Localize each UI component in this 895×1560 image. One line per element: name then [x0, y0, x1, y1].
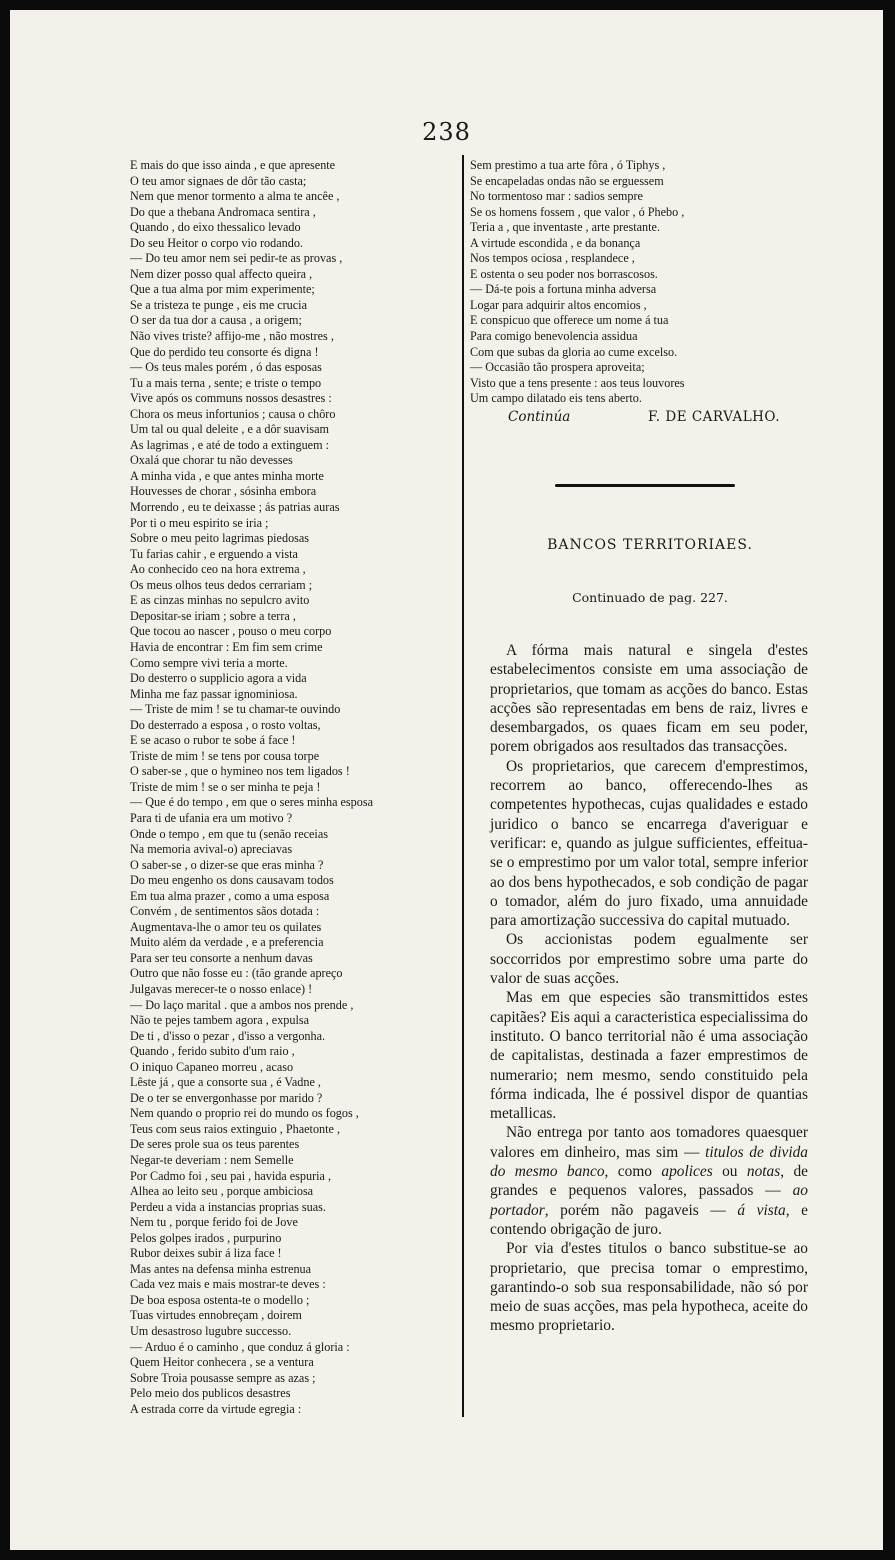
- text-run: Não entrega por tanto aos tomadores quaesquer valores em dinheiro, mas sim —: [490, 1124, 808, 1161]
- poem-line: O teu amor signaes de dôr tão casta;: [130, 173, 307, 188]
- author-name: F. DE CARVALHO.: [648, 408, 780, 425]
- poem-line: Nem quando o proprio rei do mundo os fogos ,: [130, 1106, 359, 1121]
- poem-line: Vive após os communs nossos desastres :: [130, 391, 332, 406]
- poem-line: Morrendo , eu te deixasse ; ás patrias auras: [130, 500, 340, 515]
- poem-line: Do seu Heitor o corpo vio rodando.: [130, 235, 303, 250]
- article-body: [490, 641, 808, 1336]
- poem-line: Chora os meus infortunios ; causa o chôro: [130, 406, 336, 421]
- poem-line: Um campo dilatado eis tens aberto.: [470, 391, 642, 406]
- italic-run: á vista: [737, 1201, 786, 1219]
- poem-line: Um tal ou qual deleite , e a dôr suavisam: [130, 422, 330, 437]
- poem-line: Havia de encontrar : Em fim sem crime: [130, 639, 323, 654]
- poem-line: Alhea ao leito seu , porque ambiciosa: [130, 1184, 314, 1199]
- article-paragraph: Mas em que especies são transmittidos estes capitães? Eis aqui a caracteristica especialissima do instituto. O banco territorial não é uma associação de capitalistas, destinada a fazer emprestimos de numerario; nem mesmo, sendo constituido pela fórma indicada, lhe é possivel dispor de quantias metallicas.: [490, 989, 808, 1123]
- poem-line: De ti , d'isso o pezar , d'isso a vergonha.: [130, 1028, 326, 1043]
- poem-line: Quando , do eixo thessalico levado: [130, 220, 301, 235]
- right-poem-column: [470, 158, 800, 407]
- poem-line: O saber-se , que o hymineo nos tem ligados !: [130, 764, 350, 779]
- poem-line: Onde o tempo , em que tu (senão receias: [130, 826, 328, 841]
- poem-line: Nem dizer posso qual affecto queira ,: [130, 266, 313, 281]
- right-column: [470, 158, 800, 425]
- poem-line: Sobre Troia pousasse sempre as azas ;: [130, 1370, 316, 1385]
- article-title: BANCOS TERRITORIAES.: [547, 537, 753, 553]
- poem-line: Logar para adquirir altos encomios ,: [470, 297, 647, 312]
- poem-line: E conspicuo que offerece um nome á tua: [470, 313, 669, 328]
- poem-line: Em tua alma prazer , como a uma esposa: [130, 888, 330, 903]
- poem-line: — Occasião tão prospera aproveita;: [470, 360, 645, 375]
- poem-line: Para ser teu consorte a nenhum davas: [130, 950, 313, 965]
- continua-label: Continúa: [508, 408, 571, 425]
- poem-line: Triste de mim ! se tens por cousa torpe: [130, 748, 320, 763]
- poem-line: Lêste já , que a consorte sua , é Vadne ,: [130, 1075, 321, 1090]
- poem-line: — Os teus males porém , ó das esposas: [130, 360, 322, 375]
- poem-line: — Triste de mim ! se tu chamar-te ouvindo: [130, 702, 341, 717]
- italic-run: ao portador: [490, 1182, 808, 1219]
- poem-line: — Que é do tempo , em que o seres minha esposa: [130, 795, 374, 810]
- poem-line: Convém , de sentimentos sãos dotada :: [130, 904, 320, 919]
- poem-line: — Do teu amor nem sei pedir-te as provas ,: [130, 251, 343, 266]
- poem-line: Para ti de ufania era um motivo ?: [130, 810, 293, 825]
- poem-line: — Do laço marital . que a ambos nos prende ,: [130, 997, 354, 1012]
- poem-line: Que tocou ao nascer , pouso o meu corpo: [130, 624, 332, 639]
- poem-line: Por Cadmo foi , seu pai , havida espuria ,: [130, 1168, 332, 1183]
- poem-line: Tu a mais terna , sente; e triste o tempo: [130, 375, 322, 390]
- poem-line: Teus com seus raios extinguio , Phaetonte ,: [130, 1121, 341, 1136]
- poem-line: E ostenta o seu poder nos borrascosos.: [470, 266, 658, 281]
- poem-line: Um desastroso lugubre successo.: [130, 1324, 292, 1339]
- poem-line: A virtude escondida , e da bonança: [470, 235, 641, 250]
- poem-line: Na memoria avival-o) apreciavas: [130, 842, 293, 857]
- poem-line: Houvesses de chorar , sósinha embora: [130, 484, 317, 499]
- poem-line: Teria a , que inventaste , arte prestante.: [470, 220, 660, 235]
- poem-line: Por ti o meu espirito se iria ;: [130, 515, 269, 530]
- poem-line: Com que subas da gloria ao cume excelso.: [470, 344, 678, 359]
- article-paragraph: Os proprietarios, que carecem d'emprestimos, recorrem ao banco, offerecendo-lhes as competentes hypothecas, cujas qualidades e estado juridico o banco se encarrega d'averiguar e verificar: e, quando as julgue sufficientes, effeitua-se o emprestimo por um valor total, sempre inferior ao dos bens hypothecados, e sob condição de pagar o tomador, além do juro fixado, uma annuidade para amortização successiva do capital mutuado.: [490, 757, 808, 930]
- poem-line: Outro que não fosse eu : (tão grande apreço: [130, 966, 343, 981]
- poem-line: Rubor deixes subir á liza face !: [130, 1246, 282, 1261]
- poem-line: Triste de mim ! se o ser minha te peja !: [130, 779, 321, 794]
- poem-line: De boa esposa ostenta-te o modello ;: [130, 1292, 310, 1307]
- poem-line: De o ter se envergonhasse por marido ?: [130, 1090, 323, 1105]
- poem-line: E se acaso o rubor te sobe á face !: [130, 733, 296, 748]
- text-run: , e contendo obrigação de juro.: [490, 1201, 808, 1238]
- text-run: ou: [712, 1163, 747, 1181]
- poem-line: Negar-te deveriam : nem Semelle: [130, 1153, 294, 1167]
- poem-line: Os meus olhos teus dedos cerrariam ;: [130, 577, 313, 592]
- poem-line: Se os homens fossem , que valor , ó Phebo ,: [470, 204, 685, 219]
- article-paragraph: A fórma mais natural e singela d'estes estabelecimentos consiste em uma associação de proprietarios, que tomam as acções do banco. Estas acções são representadas em bens de raiz, livres e desembargados, os quaes ficam em seu poder, porem obrigados aos resultados das transacções.: [490, 642, 808, 756]
- poem-line: Que a tua alma por mim experimente;: [130, 282, 315, 297]
- poem-line: Visto que a tens presente : aos teus louvores: [470, 375, 685, 390]
- poem-line: Do que a thebana Andromaca sentira ,: [130, 204, 316, 219]
- article-paragraph: Por via d'estes titulos o banco substitue-se ao proprietario, que precisa tomar o emprestimo, garantindo-o sob sua responsabilidade, não só por meio de suas acções, mas pela hypotheca, aceite do mesmo proprietario.: [490, 1240, 808, 1335]
- page-number: 238: [422, 118, 471, 146]
- poem-line: Depositar-se iriam ; sobre a terra ,: [130, 608, 296, 623]
- poem-line: Tuas virtudes ennobreçam , doirem: [130, 1308, 302, 1323]
- poem-line: Minha me faz passar ignominiosa.: [130, 686, 298, 701]
- poem-line: Do desterrado a esposa , o rosto voltas,: [130, 717, 321, 732]
- poem-line: Do meu engenho os dons causavam todos: [130, 873, 334, 888]
- signature-row: [470, 409, 800, 425]
- poem-line: E as cinzas minhas no sepulcro avito: [130, 593, 310, 608]
- poem-line: Cada vez mais e mais mostrar-te deves :: [130, 1277, 326, 1292]
- poem-line: Nem tu , porque ferido foi de Jove: [130, 1215, 298, 1230]
- poem-line: Se encapeladas ondas não se erguessem: [470, 173, 664, 188]
- poem-line: Tu farias cahir , e erguendo a vista: [130, 546, 298, 561]
- poem-line: O ser da tua dor a causa , a origem;: [130, 313, 302, 328]
- poem-line: Ao conhecido ceo na hora extrema ,: [130, 562, 306, 577]
- poem-line: Para comigo benevolencia assidua: [470, 329, 638, 344]
- italic-run: titulos de divida do mesmo banco: [490, 1143, 808, 1181]
- text-run: , como: [604, 1163, 652, 1181]
- text-run: , de grandes e pequenos valores, passados —: [490, 1163, 809, 1200]
- poem-line: Como sempre vivi teria a morte.: [130, 655, 288, 670]
- poem-line: Sobre o meu peito lagrimas piedosas: [130, 531, 310, 546]
- poem-line: Pelos golpes irados , purpurino: [130, 1230, 282, 1245]
- poem-line: De seres prole sua os teus parentes: [130, 1137, 300, 1152]
- article-subtitle: Continuado de pag. 227.: [572, 590, 728, 605]
- poem-line: Perdeu a vida a instancias proprias suas.: [130, 1199, 326, 1214]
- article-paragraph: [490, 1123, 808, 1239]
- poem-line: Que do perdido teu consorte és digna !: [130, 344, 319, 359]
- poem-line: Sem prestimo a tua arte fôra , ó Tiphys ,: [470, 158, 666, 172]
- left-poem-column: [130, 158, 450, 1417]
- poem-line: Não te pejes tambem agora , expulsa: [130, 1013, 310, 1028]
- text-run: , porém não pagaveis —: [544, 1201, 726, 1219]
- poem-line: Augmentava-lhe o amor teu os quilates: [130, 919, 322, 934]
- italic-run: apolices: [661, 1163, 713, 1181]
- poem-line: No tormentoso mar : sadios sempre: [470, 189, 643, 204]
- poem-line: — Dá-te pois a fortuna minha adversa: [470, 282, 657, 297]
- poem-line: O iniquo Capaneo morreu , acaso: [130, 1059, 294, 1074]
- poem-line: A estrada corre da virtude egregia :: [130, 1401, 302, 1416]
- poem-line: Mas antes na defensa minha estrenua: [130, 1261, 312, 1276]
- document-page: [10, 10, 883, 1550]
- poem-line: Quem Heitor conhecera , se a ventura: [130, 1355, 314, 1370]
- poem-line: Do desterro o supplicio agora a vida: [130, 671, 307, 686]
- italic-run: notas: [746, 1163, 781, 1181]
- poem-line: Não vives triste? affijo-me , não mostres ,: [130, 329, 334, 344]
- section-separator: [555, 484, 735, 487]
- poem-line: — Arduo é o caminho , que conduz á gloria :: [130, 1339, 350, 1354]
- poem-line: Muito além da verdade , e a preferencia: [130, 935, 324, 950]
- poem-line: E mais do que isso ainda , e que apresente: [130, 158, 336, 172]
- poem-line: Quando , ferido subito d'um raio ,: [130, 1044, 295, 1059]
- poem-line: As lagrimas , e até de todo a extinguem :: [130, 437, 330, 452]
- article-paragraph: Os accionistas podem egualmente ser soccorridos por emprestimo sobre uma parte do valor de suas acções.: [490, 931, 808, 988]
- poem-line: A minha vida , e que antes minha morte: [130, 468, 324, 483]
- poem-line: Nos tempos ociosa , resplandece ,: [470, 251, 635, 266]
- poem-line: O saber-se , o dizer-se que eras minha ?: [130, 857, 324, 872]
- poem-line: Nem que menor tormento a alma te ancêe ,: [130, 189, 340, 204]
- poem-line: Julgavas merecer-te o nosso enlace) !: [130, 981, 313, 996]
- poem-line: Pelo meio dos publicos desastres: [130, 1386, 291, 1401]
- column-divider: [462, 155, 464, 1417]
- poem-line: Se a tristeza te punge , eis me crucia: [130, 297, 307, 312]
- poem-line: Oxalá que chorar tu não devesses: [130, 453, 293, 468]
